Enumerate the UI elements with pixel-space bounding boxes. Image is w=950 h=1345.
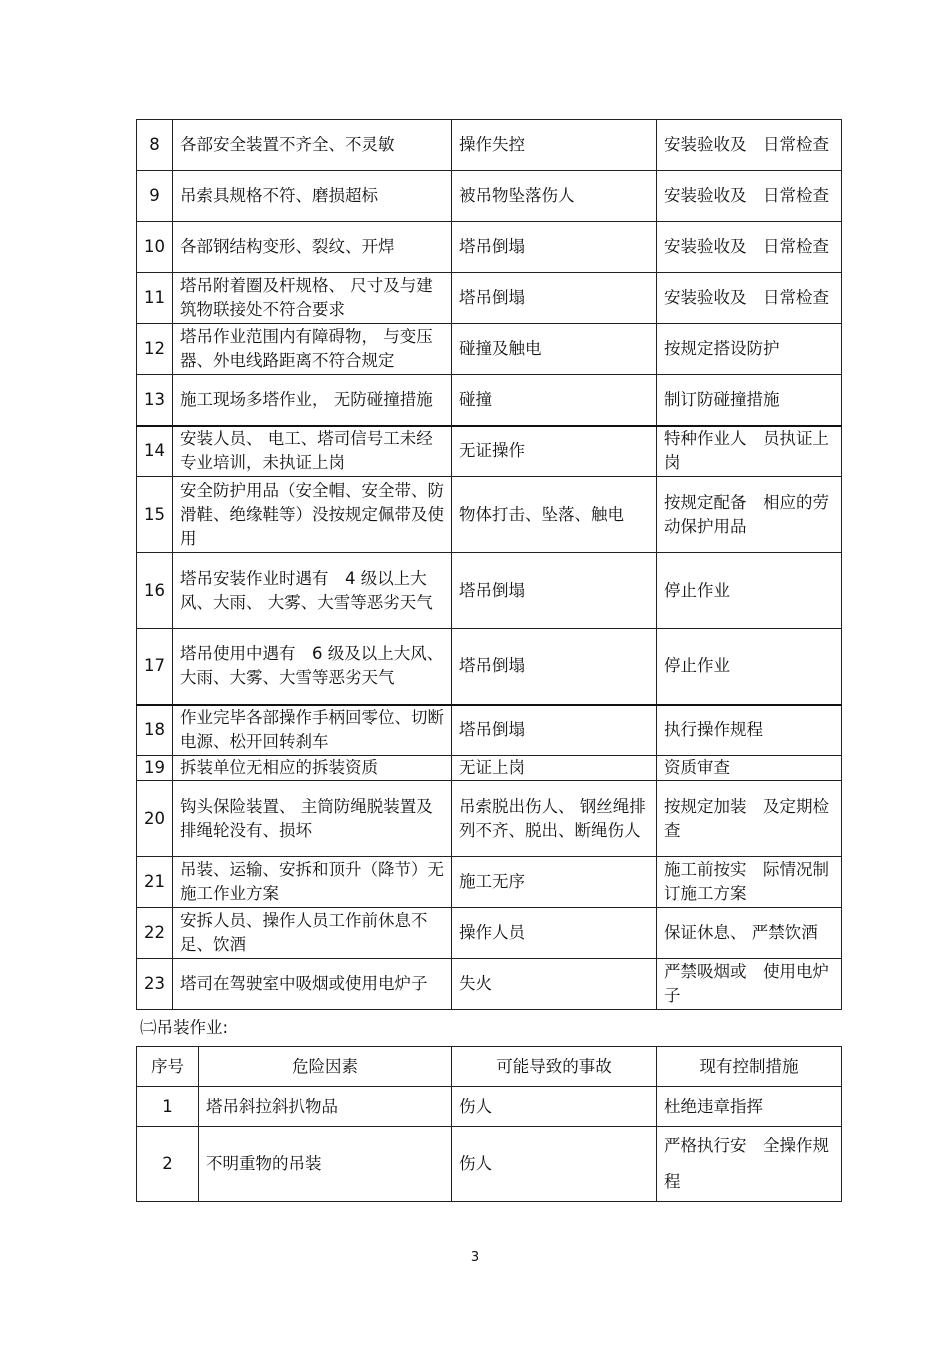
cell-accident: 伤人 [452,1087,657,1127]
cell-accident: 失火 [452,959,657,1010]
cell-control: 制订防碰撞措施 [657,375,842,426]
cell-hazard: 不明重物的吊装 [199,1127,452,1202]
cell-hazard: 施工现场多塔作业， 无防碰撞措施 [173,375,452,426]
cell-control: 按规定加装 及定期检查 [657,781,842,857]
table-row [137,908,842,959]
section-title: ㈡吊装作业: [140,1018,229,1037]
cell-no: 11 [137,273,173,324]
header-control: 现有控制措施 [657,1047,842,1087]
cell-no: 1 [137,1087,199,1127]
cell-no: 23 [137,959,173,1010]
cell-control: 严禁吸烟或 使用电炉子 [657,959,842,1010]
cell-no: 2 [137,1127,199,1202]
cell-accident: 塔吊倒塌 [452,222,657,273]
cell-no: 18 [137,705,173,756]
cell-control: 施工前按实 际情况制订施工方案 [657,857,842,908]
cell-hazard: 塔吊斜拉斜扒物品 [199,1087,452,1127]
cell-hazard: 安全防护用品（安全帽、安全带、防滑鞋、绝缘鞋等）没按规定佩带及使用 [173,477,452,553]
hazard-table [136,119,842,1010]
cell-control: 停止作业 [657,629,842,705]
cell-accident: 操作失控 [452,120,657,171]
header-hazard: 危险因素 [199,1047,452,1087]
cell-control: 按规定搭设防护 [657,324,842,375]
cell-accident: 塔吊倒塌 [452,273,657,324]
cell-no: 12 [137,324,173,375]
table-row [137,477,842,553]
cell-accident: 施工无序 [452,857,657,908]
cell-accident: 被吊物坠落伤人 [452,171,657,222]
cell-no: 8 [137,120,173,171]
table-row [137,959,842,1010]
cell-no: 19 [137,756,173,781]
cell-accident: 无证上岗 [452,756,657,781]
table-row [137,273,842,324]
table-header-row [137,1047,842,1087]
cell-no: 10 [137,222,173,273]
cell-control: 资质审查 [657,756,842,781]
cell-no: 9 [137,171,173,222]
cell-accident: 塔吊倒塌 [452,553,657,629]
table-row [137,426,842,477]
cell-accident: 塔吊倒塌 [452,629,657,705]
cell-control: 安装验收及 日常检查 [657,273,842,324]
cell-hazard: 吊装、运输、安拆和顶升（降节）无施工作业方案 [173,857,452,908]
table-row [137,553,842,629]
cell-hazard: 吊索具规格不符、磨损超标 [173,171,452,222]
cell-no: 15 [137,477,173,553]
cell-hazard: 塔吊安装作业时遇有 4 级以上大风、大雨、 大雾、大雪等恶劣天气 [173,553,452,629]
header-accident: 可能导致的事故 [452,1047,657,1087]
cell-accident: 操作人员 [452,908,657,959]
cell-accident: 塔吊倒塌 [452,705,657,756]
cell-no: 17 [137,629,173,705]
cell-accident: 无证操作 [452,426,657,477]
cell-accident: 物体打击、坠落、触电 [452,477,657,553]
cell-accident: 伤人 [452,1127,657,1202]
header-no: 序号 [137,1047,199,1087]
cell-control: 特种作业人 员执证上岗 [657,426,842,477]
cell-no: 13 [137,375,173,426]
cell-hazard: 塔吊附着圈及杆规格、 尺寸及与建筑物联接处不符合要求 [173,273,452,324]
lifting-table [136,1046,842,1202]
cell-no: 22 [137,908,173,959]
cell-accident: 碰撞 [452,375,657,426]
table-row [137,1127,842,1202]
cell-hazard: 安装人员、 电工、塔司信号工未经专业培训，未执证上岗 [173,426,452,477]
table-row [137,1087,842,1127]
cell-hazard: 拆装单位无相应的拆装资质 [173,756,452,781]
cell-control: 安装验收及 日常检查 [657,171,842,222]
table-row [137,324,842,375]
table-row [137,171,842,222]
cell-control: 保证休息、 严禁饮酒 [657,908,842,959]
cell-control: 安装验收及 日常检查 [657,120,842,171]
table-row [137,756,842,781]
table-row [137,781,842,857]
cell-control: 杜绝违章指挥 [657,1087,842,1127]
cell-control: 停止作业 [657,553,842,629]
cell-control: 执行操作规程 [657,705,842,756]
cell-hazard: 塔吊使用中遇有 6 级及以上大风、大雨、大雾、大雪等恶劣天气 [173,629,452,705]
cell-hazard: 各部安全装置不齐全、不灵敏 [173,120,452,171]
cell-no: 20 [137,781,173,857]
cell-control: 安装验收及 日常检查 [657,222,842,273]
page-number: 3 [470,1250,480,1265]
cell-accident: 吊索脱出伤人、 钢丝绳排列不齐、脱出、断绳伤人 [452,781,657,857]
cell-hazard: 安拆人员、操作人员工作前休息不足、饮酒 [173,908,452,959]
cell-hazard: 钩头保险装置、 主筒防绳脱装置及排绳轮没有、损坏 [173,781,452,857]
cell-no: 21 [137,857,173,908]
table-row [137,222,842,273]
table-row [137,120,842,171]
table-row [137,705,842,756]
cell-no: 14 [137,426,173,477]
cell-control: 严格执行安 全操作规程 [657,1127,842,1202]
cell-hazard: 塔司在驾驶室中吸烟或使用电炉子 [173,959,452,1010]
cell-accident: 碰撞及触电 [452,324,657,375]
cell-hazard: 塔吊作业范围内有障碍物， 与变压器、外电线路距离不符合规定 [173,324,452,375]
table-row [137,375,842,426]
table-row [137,629,842,705]
cell-control: 按规定配备 相应的劳动保护用品 [657,477,842,553]
cell-no: 16 [137,553,173,629]
table-row [137,857,842,908]
cell-hazard: 作业完毕各部操作手柄回零位、切断电源、松开回转刹车 [173,705,452,756]
cell-hazard: 各部钢结构变形、裂纹、开焊 [173,222,452,273]
